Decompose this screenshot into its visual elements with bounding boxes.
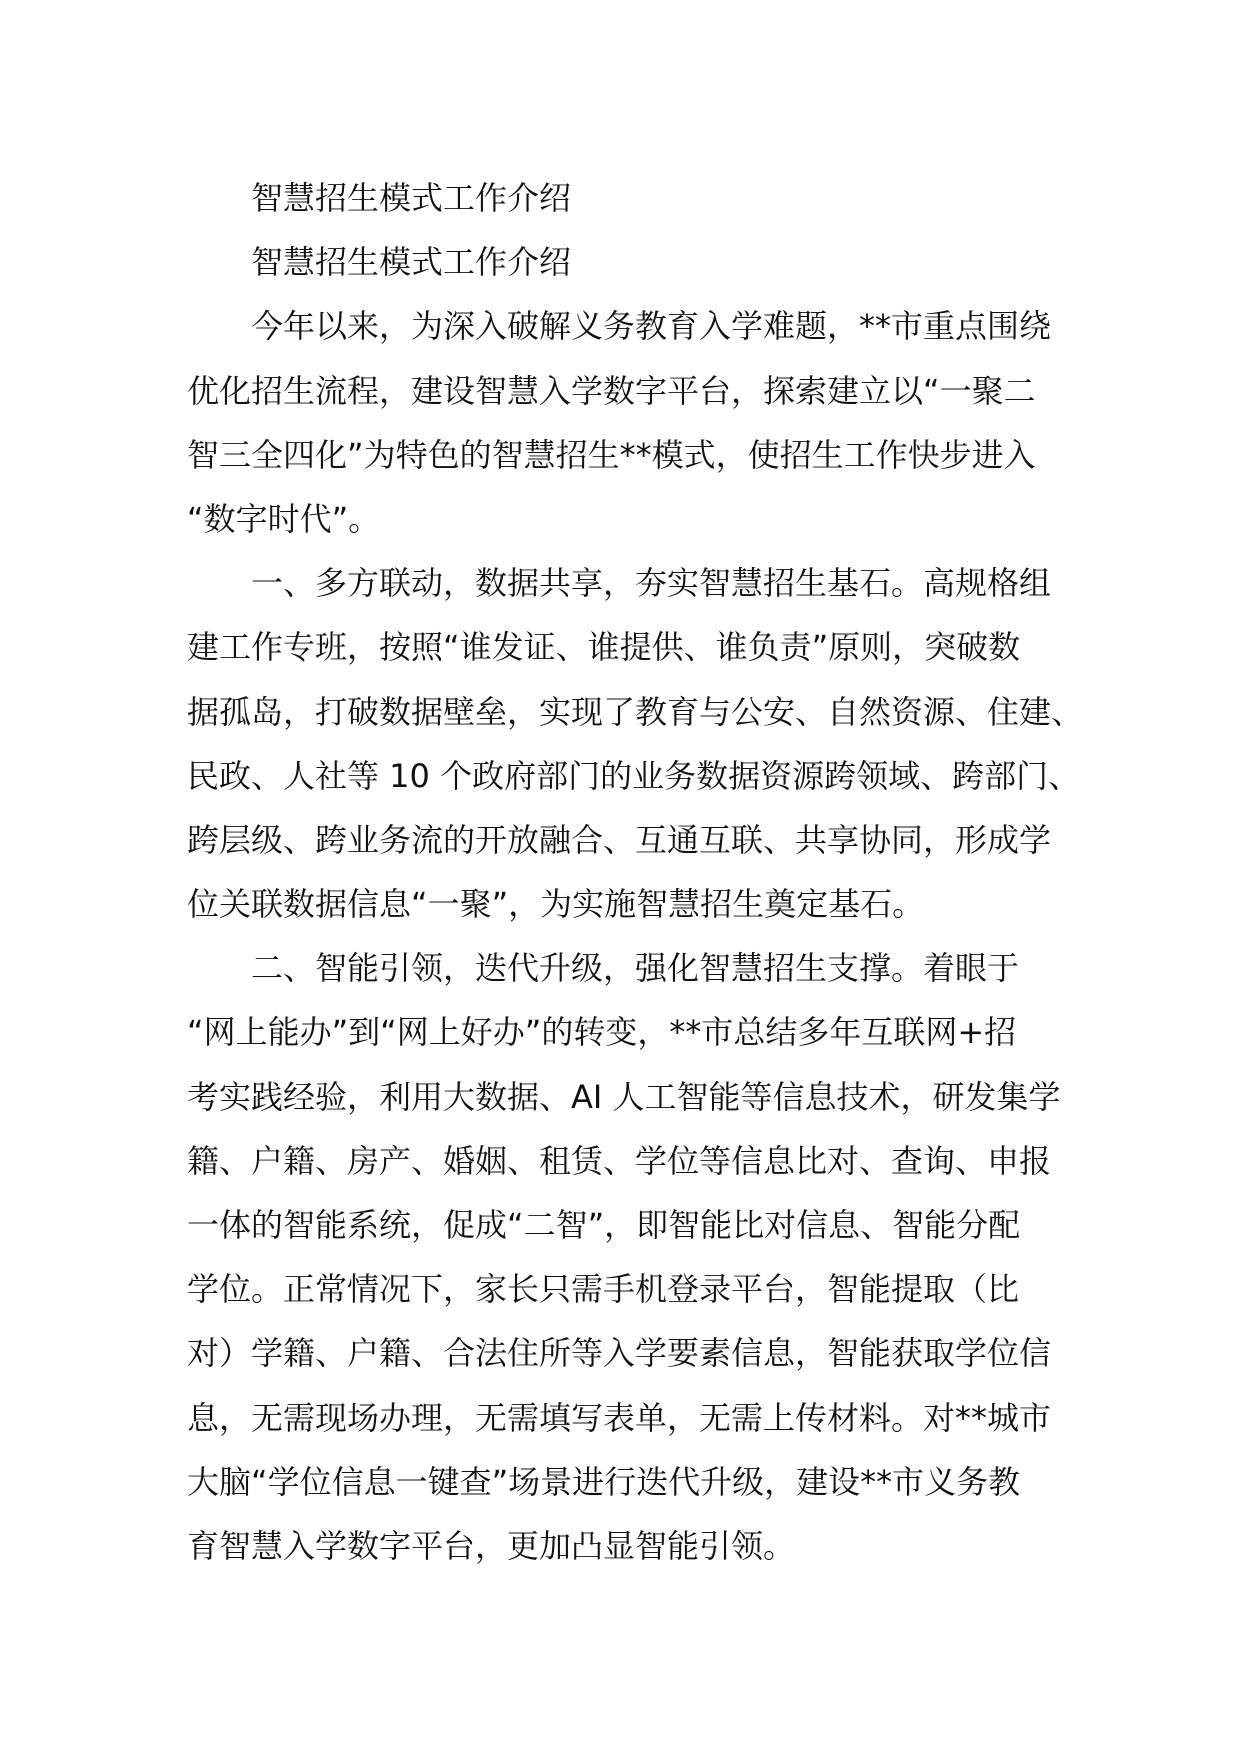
paragraph-line: 一、多方联动，数据共享，夯实智慧招生基石。高规格组	[251, 564, 1052, 603]
paragraph-line: 二、智能引领，迭代升级，强化智慧招生支撑。着眼于	[251, 949, 1020, 988]
document-page	[187, 166, 1084, 1578]
paragraph-line: 大脑“学位信息一键查”场景进行迭代升级，建设**市义务教	[187, 1462, 1021, 1501]
paragraph-2	[187, 551, 1084, 936]
paragraph-line: 一体的智能系统，促成“二智”，即智能比对信息、智能分配	[187, 1206, 1021, 1244]
paragraph-line: 跨层级、跨业务流的开放融合、互通互联、共享协同，形成学	[187, 820, 1052, 859]
paragraph-line: 优化招生流程，建设智慧入学数字平台，探索建立以“一聚二	[187, 371, 1036, 410]
paragraph-line: 息，无需现场办理，无需填写表单，无需上传材料。对**城市	[187, 1398, 1052, 1437]
document-subtitle: 智慧招生模式工作介绍	[251, 243, 572, 282]
document-title: 智慧招生模式工作介绍	[251, 179, 572, 217]
paragraph-line: “网上能办”到“网上好办”的转变，**市总结多年互联网+招	[187, 1013, 1017, 1052]
paragraph-line: 位关联数据信息“一聚”，为实施智慧招生奠定基石。	[187, 885, 925, 924]
paragraph-line: 对）学籍、户籍、合法住所等入学要素信息，智能获取学位信	[187, 1334, 1052, 1373]
paragraph-line: 育智慧入学数字平台，更加凸显智能引领。	[187, 1526, 796, 1565]
paragraph-line: “数字时代”。	[187, 499, 381, 538]
paragraph-line: 学位。正常情况下，家长只需手机登录平台，智能提取（比	[187, 1270, 1020, 1309]
paragraph-1	[187, 294, 1057, 551]
paragraph-line: 民政、人社等 10 个政府部门的业务数据资源跨领域、跨部门、	[187, 756, 1081, 795]
paragraph-line: 籍、户籍、房产、婚姻、租赁、学位等信息比对、查询、申报	[187, 1141, 1052, 1180]
paragraph-line: 考实践经验，利用大数据、AI 人工智能等信息技术，研发集学	[187, 1077, 1061, 1116]
paragraph-line: 建工作专班，按照“谁发证、谁提供、谁负责”原则，突破数	[187, 628, 1021, 667]
paragraph-3	[187, 936, 1061, 1578]
paragraph-line: 智三全四化”为特色的智慧招生**模式，使招生工作快步进入	[187, 435, 1036, 474]
paragraph-line: 据孤岛，打破数据壁垒，实现了教育与公安、自然资源、住建、	[187, 692, 1084, 731]
paragraph-line: 今年以来，为深入破解义务教育入学难题，**市重点围绕	[251, 307, 1052, 346]
